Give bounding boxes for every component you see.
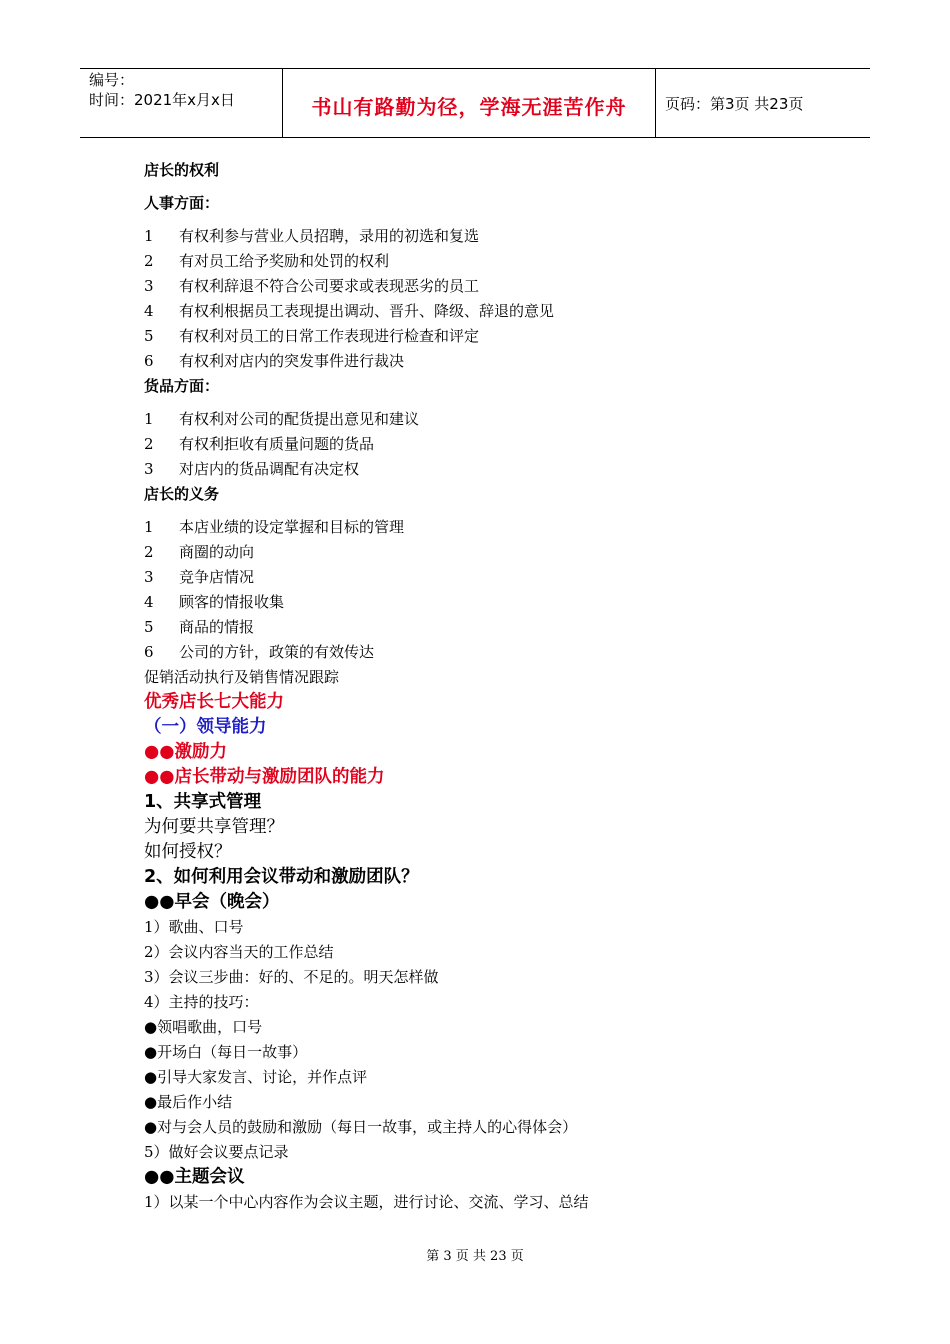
shared-management-heading: 1、共享式管理	[144, 792, 262, 812]
list-item: 2）会议内容当天的工作总结	[144, 943, 334, 961]
list-item	[144, 349, 844, 374]
item-text: 有权利根据员工表现提出调动、晋升、降级、辞退的意见	[179, 302, 555, 320]
item-text: 有对员工给予奖励和处罚的权利	[179, 252, 390, 270]
header-motto-cell	[283, 69, 656, 137]
item-number: 1	[144, 518, 154, 536]
item-text: 对店内的货品调配有决定权	[179, 460, 360, 478]
list-item	[144, 224, 844, 249]
duties-extra: 促销活动执行及销售情况跟踪	[144, 668, 340, 686]
list-item: ●开场白（每日一故事）	[144, 1043, 308, 1061]
item-text: 有权利对店内的突发事件进行裁决	[179, 352, 405, 370]
list-item: 3）会议三步曲：好的、不足的。明天怎样做	[144, 968, 439, 986]
list-item: ●领唱歌曲，口号	[144, 1018, 263, 1036]
item-number: 4	[144, 593, 154, 611]
page-info: 页码：第3页 共23页	[665, 95, 804, 113]
theme-meeting-heading: ●●主题会议	[144, 1167, 245, 1187]
list-item: 4）主持的技巧：	[144, 993, 259, 1011]
list-item	[144, 249, 844, 274]
number-label: 编号：	[89, 71, 135, 89]
list-item	[144, 540, 844, 565]
item-text: 商圈的动向	[179, 543, 255, 561]
list-item	[144, 407, 844, 432]
header-page-cell	[656, 69, 870, 137]
item-number: 2	[144, 252, 154, 270]
page-header	[80, 68, 870, 138]
list-item: ●引导大家发言、讨论，并作点评	[144, 1068, 368, 1086]
list-item: ●最后作小结	[144, 1093, 233, 1111]
motto: 书山有路勤为径，学海无涯苦作舟	[311, 95, 627, 119]
list-item	[144, 515, 844, 540]
page-footer: 第 3 页 共 23 页	[426, 1249, 524, 1264]
team-heading: ●●店长带动与激励团队的能力	[144, 767, 385, 787]
abilities-title: 优秀店长七大能力	[144, 692, 284, 712]
header-meta-cell	[80, 69, 283, 137]
document-body	[144, 158, 844, 1215]
item-number: 6	[144, 643, 154, 661]
list-item	[144, 324, 844, 349]
morning-meeting-list	[144, 915, 844, 1165]
list-item: 5）做好会议要点记录	[144, 1143, 289, 1161]
item-text: 有权利拒收有质量问题的货品	[179, 435, 375, 453]
item-number: 2	[144, 543, 154, 561]
item-number: 1	[144, 227, 154, 245]
item-number: 3	[144, 460, 154, 478]
question-shared: 为何要共享管理？	[144, 817, 284, 837]
list-item: 1）以某一个中心内容作为会议主题，进行讨论、交流、学习、总结	[144, 1193, 589, 1211]
leadership-heading: （一）领导能力	[144, 717, 267, 737]
item-text: 商品的情报	[179, 618, 255, 636]
goods-heading: 货品方面：	[144, 377, 220, 395]
item-number: 5	[144, 618, 154, 636]
item-number: 3	[144, 277, 154, 295]
list-item	[144, 274, 844, 299]
list-item: ●对与会人员的鼓励和激励（每日一故事，或主持人的心得体会）	[144, 1118, 578, 1136]
list-item	[144, 432, 844, 457]
item-text: 顾客的情报收集	[179, 593, 285, 611]
list-item	[144, 615, 844, 640]
personnel-list	[144, 224, 844, 374]
list-item: 1）歌曲、口号	[144, 918, 244, 936]
item-text: 本店业绩的设定掌握和目标的管理	[179, 518, 405, 536]
item-text: 竞争店情况	[179, 568, 255, 586]
item-number: 6	[144, 352, 154, 370]
duties-list	[144, 515, 844, 665]
item-number: 1	[144, 410, 154, 428]
item-number: 3	[144, 568, 154, 586]
item-text: 有权利对员工的日常工作表现进行检查和评定	[179, 327, 480, 345]
rights-title: 店长的权利	[144, 161, 220, 179]
goods-list	[144, 407, 844, 482]
list-item	[144, 457, 844, 482]
motivation-heading: ●●激励力	[144, 742, 228, 762]
list-item	[144, 299, 844, 324]
item-text: 有权利参与营业人员招聘，录用的初选和复选	[179, 227, 480, 245]
item-text: 公司的方针，政策的有效传达	[179, 643, 375, 661]
item-number: 5	[144, 327, 154, 345]
theme-meeting-list	[144, 1190, 844, 1215]
list-item	[144, 565, 844, 590]
list-item	[144, 640, 844, 665]
personnel-heading: 人事方面：	[144, 194, 220, 212]
question-authorize: 如何授权？	[144, 842, 232, 862]
item-number: 2	[144, 435, 154, 453]
item-text: 有权利对公司的配货提出意见和建议	[179, 410, 420, 428]
list-item	[144, 590, 844, 615]
duties-title: 店长的义务	[144, 485, 220, 503]
morning-meeting-heading: ●●早会（晚会）	[144, 892, 280, 912]
meeting-heading: 2、如何利用会议带动和激励团队？	[144, 867, 419, 887]
item-number: 4	[144, 302, 154, 320]
item-text: 有权利辞退不符合公司要求或表现恶劣的员工	[179, 277, 480, 295]
time-label: 时间：2021年x月x日	[89, 91, 235, 109]
